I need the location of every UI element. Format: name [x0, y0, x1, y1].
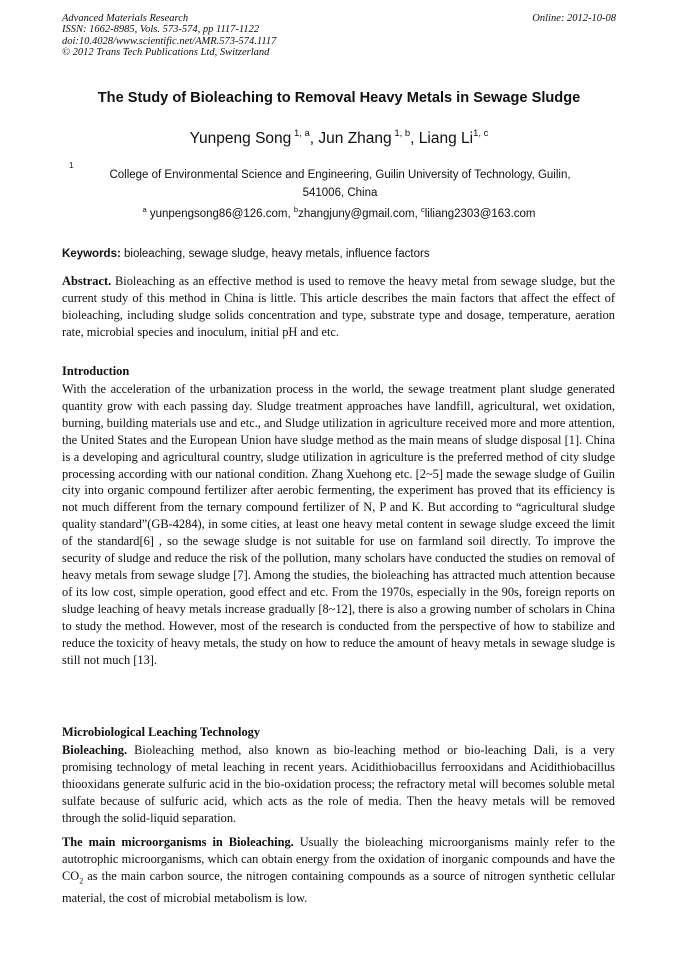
email-address[interactable]: zhangjuny@gmail.com: [298, 208, 415, 220]
affiliation: 1 College of Environmental Science and Engineering, Guilin University of Technology, Guilin, 541006, China: [70, 166, 610, 202]
affiliation-line-2: 541006, China: [302, 187, 378, 199]
email-sup: b: [293, 205, 299, 214]
affiliation-line-1: College of Environmental Science and Engineering, Guilin University of Technology, Guilin,: [109, 169, 571, 181]
main-microorganisms-text-2: as the main carbon source, the nitrogen containing compounds as a source of nitrogen synthetic cellular material, the cost of microbial metabolism is low.: [62, 868, 615, 906]
main-microorganisms-paragraph: [62, 834, 615, 907]
abstract: [62, 273, 615, 341]
journal-name: Advanced Materials Research: [62, 13, 189, 24]
paper-title: The Study of Bioleaching to Removal Heavy Metals in Sewage Sludge: [97, 90, 581, 106]
microbiological-heading: Microbiological Leaching Technology: [62, 725, 261, 739]
bioleaching-paragraph: [62, 742, 615, 827]
email-sup: c: [420, 205, 425, 214]
author-name: Jun Zhang: [318, 130, 392, 147]
author-name: Yunpeng Song: [189, 130, 292, 147]
doi-line: doi:10.4028/www.scientific.net/AMR.573-574.1117: [62, 35, 277, 47]
email-address[interactable]: yunpengsong86@126.com: [149, 208, 288, 220]
email-address[interactable]: liliang2303@163.com: [424, 208, 536, 220]
email-sup: a: [142, 205, 147, 214]
copyright-line: © 2012 Trans Tech Publications Ltd, Switzerland: [62, 46, 270, 58]
author-name: Liang Li: [418, 130, 474, 147]
keywords: [62, 248, 430, 260]
journal-header: [62, 13, 276, 58]
main-microorganisms-text-1: Usually the bioleaching microorganisms mainly refer to the autotrophic microorganisms, which can obtain energy from the oxidation of inorganic compounds and have the CO: [62, 835, 615, 883]
author-list: Yunpeng Song $^{1, a}$, Jun Zhang $^{1, b}$, Liang Li$^{1, c}$: [189, 128, 489, 147]
bioleaching-label: Bioleaching.: [62, 743, 128, 757]
email-list: $^a$ yunpengsong86@126.com, $^b$zhangjuny@gmail.com, $^c$liliang2303@163.com: [142, 205, 536, 220]
author-sup: 1, b: [394, 128, 411, 139]
author-sup: 1, c: [473, 128, 489, 139]
abstract-text: Bioleaching as an effective method is used to remove the heavy metal from sewage sludge, but the current study of this method in China is little. This article describes the main factors that affect the effect of bioleaching, including sludge solids concentration and type, substrate type and dosage, temperature, aeration rate, microbial species and inoculum, initial pH and etc.: [62, 274, 615, 339]
keywords-text: bioleaching, sewage sludge, heavy metals, influence factors: [124, 248, 430, 260]
online-date: Online: 2012-10-08: [532, 13, 616, 24]
co2-subscript: 2: [79, 876, 84, 886]
introduction-text: With the acceleration of the urbanization process in the world, the sewage treatment plant sludge generated quantity grow with each passing day. Sludge treatment approaches have landfill, agricultural, wet oxidation, burning, building materials use and etc., and Sludge utilization in agriculture received more and more attention, the United States and the European Union have sludge method as the main means of sludge disposal [1]. China is a developing and agricultural country, sludge utilization in agriculture is the preferred method of city sludge processing according with our national condition. Zhang Xuehong etc. [2~5] made the sewage sludge of Guilin city into organic compound fertilizer after aerobic fermenting, the experiment has proved that its efficiency is not much different from the ternary compound fertilizer of N, P and K. But according to “agricultural sludge quality standard”(GB-4284), in some cities, at least one heavy metal content in sewage sludge exceed the limit of the standard[6] , so the sewage sludge is not suitable for use on farmland soil directly. To improve the security of sludge and reduce the risk of the pollution, many scholars have conducted the studies on removal of heavy metals from sewage sludge [7]. Among the studies, the bioleaching has attracted much attention because of its low cost, simple operation, good effect and etc. From the 1970s, especially in the 90s, foreign reports on sludge leaching of heavy metals increase gradually [8~12], there is also a growing number of scholars in China to study the method. However, most of the research is conducted from the perspective of how to stabilize and reduce the toxicity of heavy metals, the study on how to reduce the amount of heavy metals in sewage sludge is still not much [13].: [62, 382, 615, 667]
bioleaching-text: Bioleaching method, also known as bio-leaching method or bio-leaching Dali, is a very promising technology of metal leaching in recent years. Acidithiobacillus ferrooxidans and Acidithiobacillus thiooxidans generate sulfuric acid in the bio-oxidation process; the refractory metal will becomes soluble metal sulfate because of sulfuric acid, which acts as the role of media. Then the heavy metals will be removed through the solid-liquid separation.: [62, 743, 616, 825]
main-microorganisms-label: The main microorganisms in Bioleaching.: [62, 835, 294, 849]
abstract-label: Abstract.: [62, 274, 112, 288]
author-sup: 1, a: [293, 128, 310, 139]
keywords-label: Keywords:: [62, 248, 121, 260]
introduction-heading: Introduction: [62, 364, 130, 378]
issn-line: ISSN: 1662-8985, Vols. 573-574, pp 1117-1122: [62, 24, 260, 36]
